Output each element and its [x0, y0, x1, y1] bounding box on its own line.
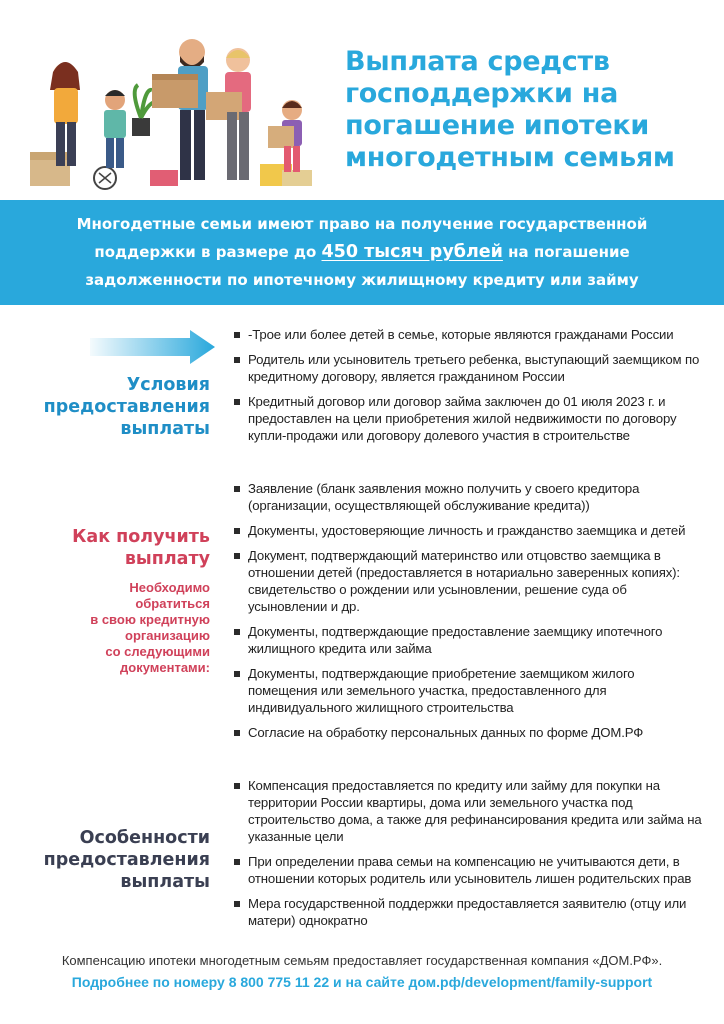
list-item-text: Документы, подтверждающие приобретение заемщиком жилого помещения или земельного участка, предоставленного для индивидуального жилищного строительства	[248, 666, 635, 715]
list-item-text: При определении права семьи на компенсацию не учитываются дети, в отношении которых родитель или усыновитель лишен родительских прав	[248, 854, 692, 886]
heading-line: предоставления	[43, 850, 210, 870]
page-title	[345, 46, 705, 174]
list-item-text: Документ, подтверждающий материнство или отцовство заемщика в отношении детей (предоставляется в нотариально заверенных копиях): свидетельство о рождении или усыновлении, решение суда об усыновлении и др.	[248, 548, 680, 614]
list-item	[232, 393, 702, 444]
note-line: документами:	[120, 660, 210, 675]
list-item	[232, 724, 702, 741]
intro-banner	[0, 200, 724, 305]
how-to-heading	[0, 526, 210, 676]
title-line: многодетным семьям	[345, 142, 675, 173]
family-moving-illustration	[20, 30, 320, 195]
amount-highlight: 450 тысяч рублей	[321, 242, 503, 262]
list-item-text: Мера государственной поддержки предоставляется заявителю (отцу или матери) однократно	[248, 896, 687, 928]
note-line: Необходимо	[129, 580, 210, 595]
documents-list	[232, 480, 702, 749]
conditions-section	[0, 322, 724, 452]
banner-line: задолженности по ипотечному жилищному кредиту или займу	[85, 271, 639, 289]
list-item-text: Документы, удостоверяющие личность и гражданство заемщика и детей	[248, 523, 686, 538]
heading-line: Условия	[126, 375, 210, 395]
title-line: погашение ипотеки	[345, 110, 650, 141]
header	[0, 0, 724, 200]
list-item	[232, 623, 702, 657]
heading-line: выплату	[124, 549, 210, 569]
list-item	[232, 895, 702, 929]
list-item-text: Компенсация предоставляется по кредиту или займу для покупки на территории России квартиры, дома или земельного участка под строительство дома, а также для рефинансирования кредита или займа на указанные цели	[248, 778, 702, 844]
features-heading	[0, 827, 210, 893]
banner-line: Многодетные семьи имеют право на получение государственной	[76, 215, 648, 233]
conditions-heading	[0, 374, 210, 440]
footer-note: Компенсацию ипотеки многодетным семьям предоставляет государственная компания «ДОМ.РФ».	[61, 953, 663, 968]
features-list	[232, 777, 702, 937]
title-line: Выплата средств	[345, 46, 610, 77]
heading-line: Как получить	[72, 527, 210, 547]
conditions-list	[232, 326, 702, 452]
note-line: организацию	[125, 628, 210, 643]
features-section	[0, 775, 724, 945]
instruction-note	[0, 580, 210, 676]
list-item-text: Родитель или усыновитель третьего ребенка, выступающий заемщиком по кредитному договору, является гражданином России	[248, 352, 700, 384]
list-item	[232, 665, 702, 716]
list-item	[232, 326, 702, 343]
how-to-section	[0, 478, 724, 748]
note-line: в свою кредитную	[90, 612, 210, 627]
heading-line: выплаты	[120, 419, 210, 439]
list-item	[232, 777, 702, 845]
list-item-text: Согласие на обработку персональных данных по форме ДОМ.РФ	[248, 725, 644, 740]
note-line: обратиться	[135, 596, 210, 611]
note-line: со следующими	[105, 644, 210, 659]
banner-text: на погашение	[502, 243, 630, 261]
heading-line: Особенности	[79, 828, 210, 848]
list-item	[232, 522, 702, 539]
list-item-text: -Трое или более детей в семье, которые являются гражданами России	[248, 327, 674, 342]
banner-line	[0, 238, 724, 266]
list-item-text: Кредитный договор или договор займа заключен до 01 июля 2023 г. и предоставлен на цели приобретения жилой недвижимости по договору купли-продажи или договору долевого участия в строительстве	[248, 394, 677, 443]
list-item	[232, 351, 702, 385]
list-item	[232, 547, 702, 615]
banner-text: поддержки в размере до	[94, 243, 322, 261]
list-item-text: Заявление (бланк заявления можно получить у своего кредитора (организации, осуществляющей обслуживание кредита))	[248, 481, 640, 513]
heading-line: предоставления	[43, 397, 210, 417]
footer-contact[interactable]: Подробнее по номеру 8 800 775 11 22 и на сайте дом.рф/development/family-support	[71, 974, 653, 990]
list-item-text: Документы, подтверждающие предоставление заемщику ипотечного жилищного кредита или займа	[248, 624, 663, 656]
title-line: господдержки на	[345, 78, 619, 109]
list-item	[232, 853, 702, 887]
heading-line: выплаты	[120, 872, 210, 892]
list-item	[232, 480, 702, 514]
